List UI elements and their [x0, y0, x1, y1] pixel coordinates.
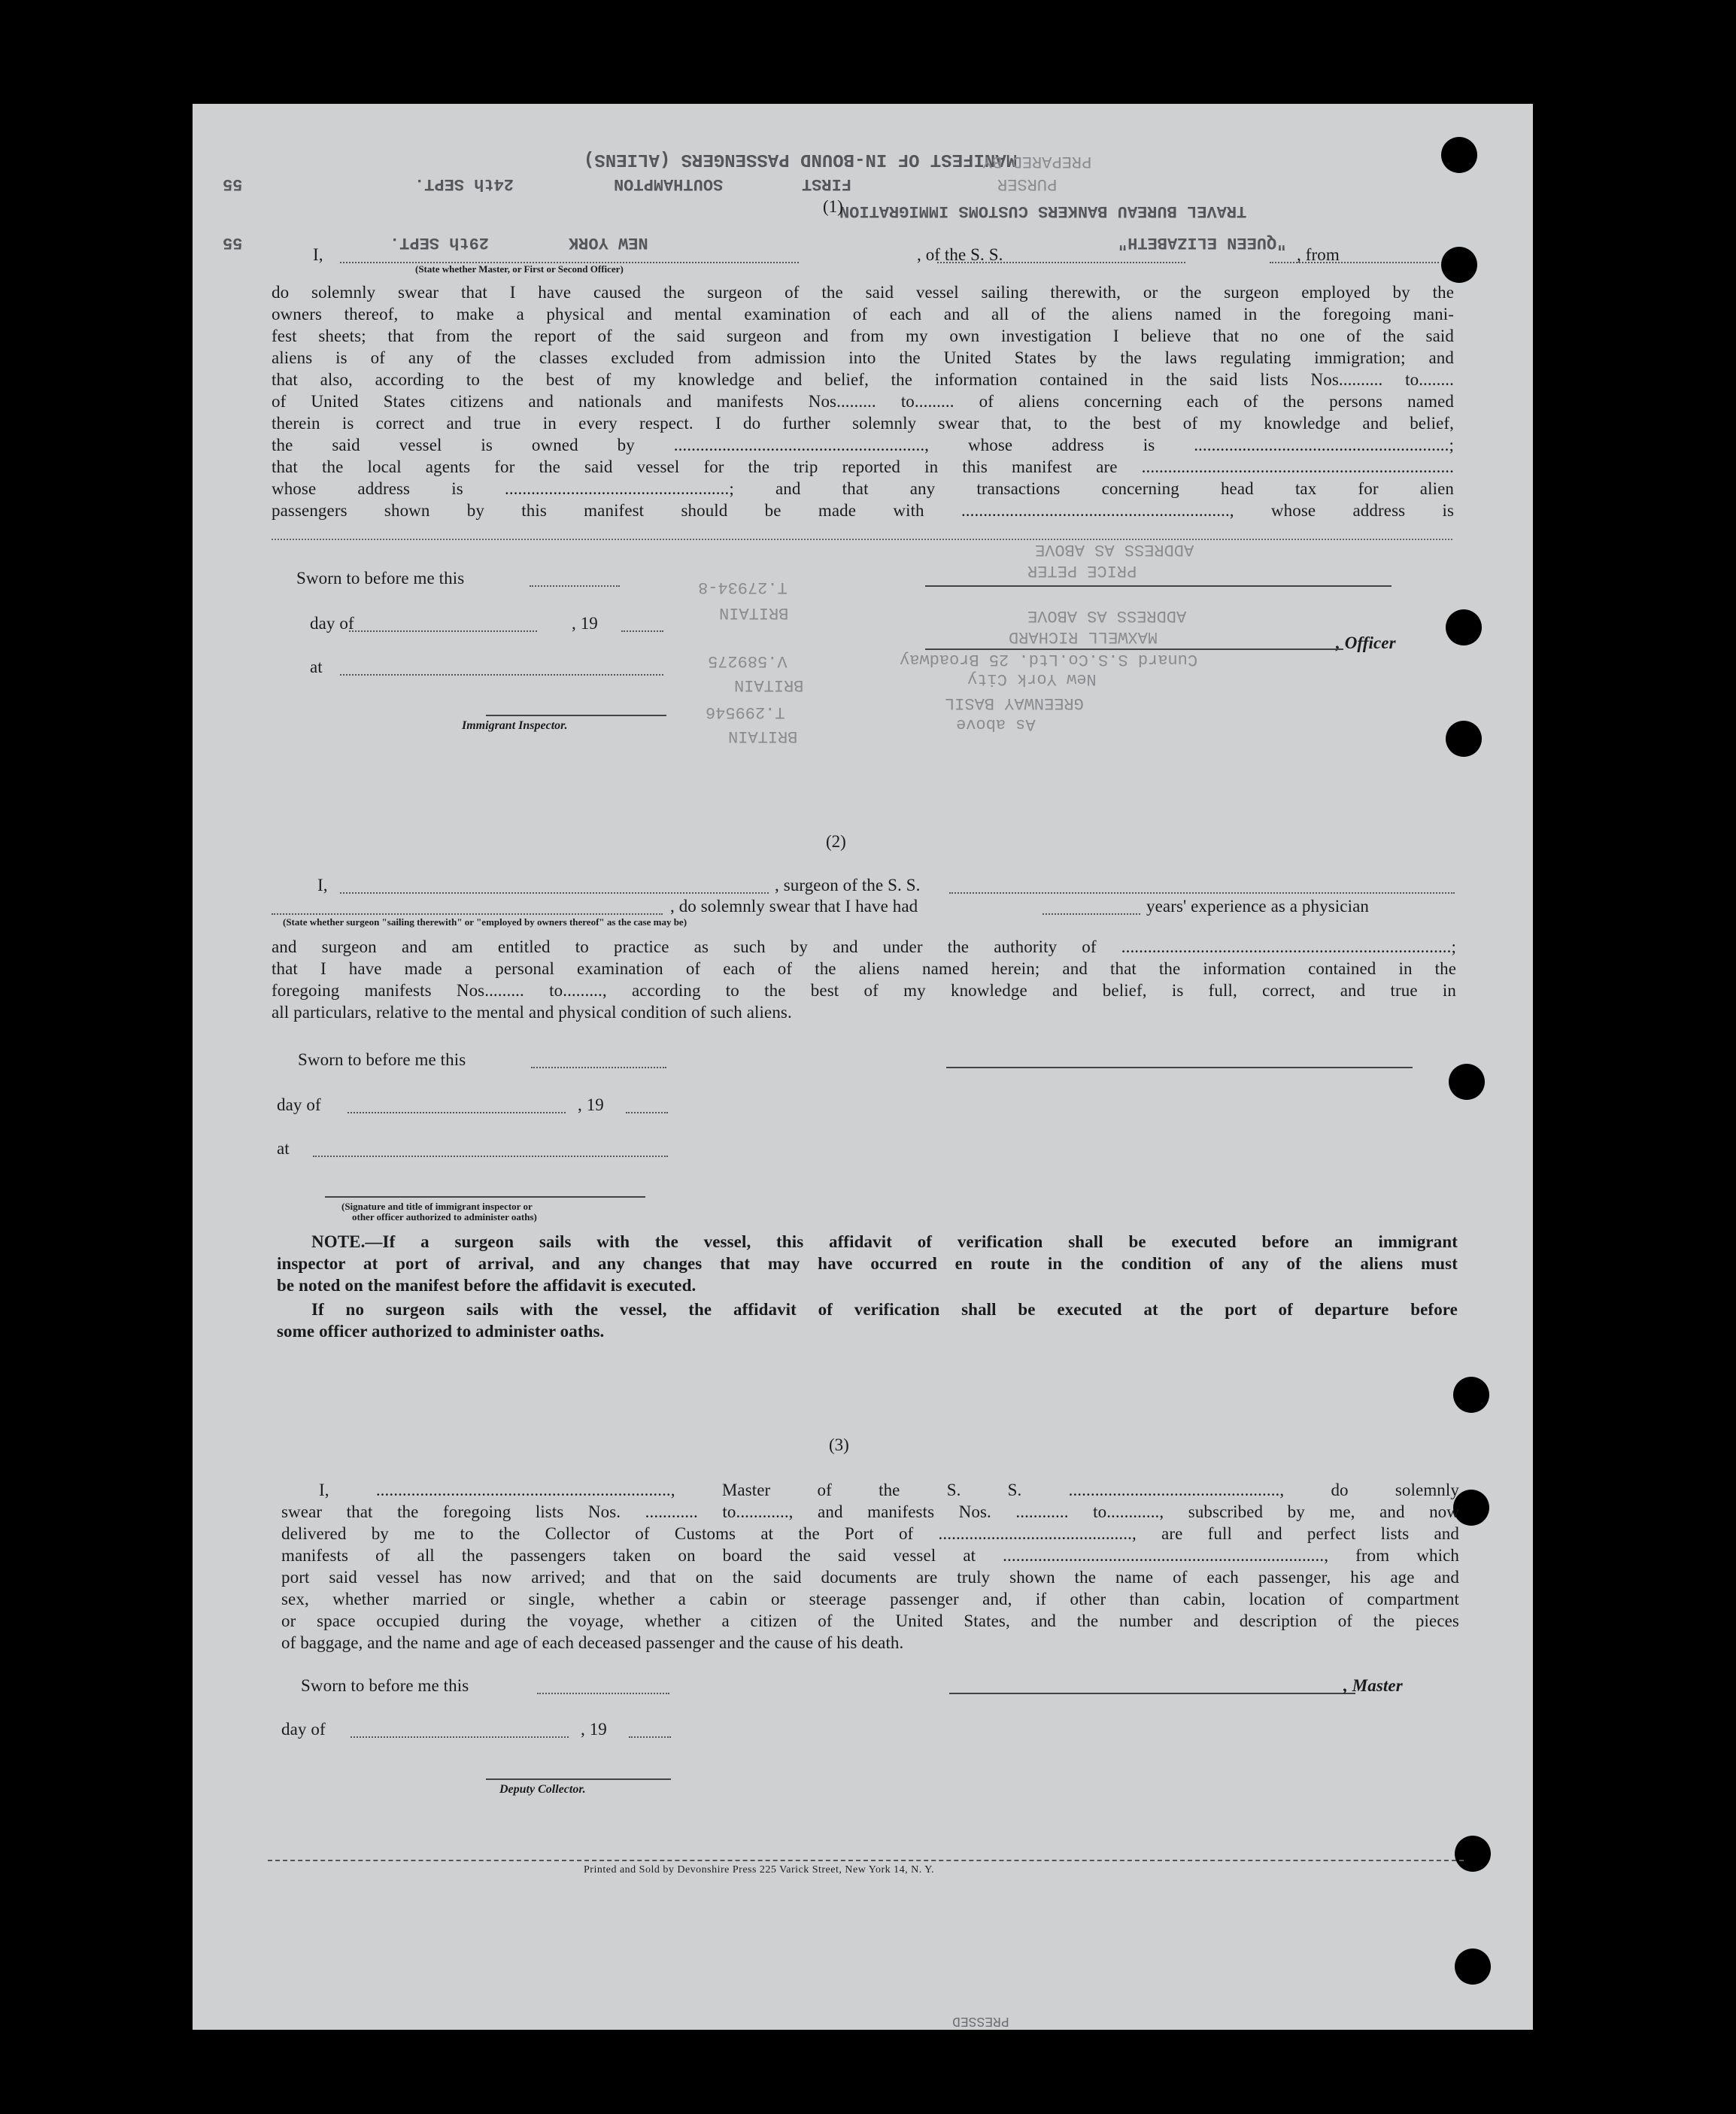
s2-years-exp: years' experience as a physician [1146, 897, 1369, 916]
s3-day-of-label: day of [281, 1720, 326, 1739]
oath-caption: (State whether Master, or First or Second Officer) [415, 263, 624, 275]
s1-line: that also, according to the best of my knowledge and belief, the information contained in the said lists Nos.......... to........ [272, 370, 1454, 389]
note-line: inspector at port of arrival, and any changes that may have occurred en route in the condition of any of the aliens must [277, 1254, 1458, 1273]
punch-hole [1453, 1377, 1489, 1413]
s1-year-label: , 19 [572, 614, 598, 633]
oath-of-ss: , of the S. S. [917, 245, 1003, 264]
reversed-header-num2: 55 [223, 233, 243, 252]
reversed-header-dest: NEW YORK [569, 233, 648, 252]
s1-line: aliens is of any of the classes excluded from admission into the United States by the laws regulating immigration; and [272, 348, 1454, 367]
punch-hole [1446, 609, 1482, 645]
s1-line: do solemnly swear that I have caused the surgeon of the said vessel sailing therewith, or the surgeon employed by the [272, 283, 1454, 302]
reversed-entry: BRITAIN [728, 727, 798, 746]
s1-at-label: at [310, 658, 323, 676]
reversed-entry: ADDRESS AS ABOVE [1035, 540, 1194, 559]
reversed-entry: ADDRESS AS ABOVE [1027, 606, 1187, 625]
punch-hole [1441, 137, 1477, 173]
reversed-entry: New York City [967, 670, 1097, 688]
reversed-entry: BRITAIN [734, 676, 804, 694]
s2-day-of-label: day of [277, 1095, 321, 1114]
s2-line: and surgeon and am entitled to practice as such by and under the authority of ...........................................................................; [272, 937, 1456, 956]
s3-line: manifests of all the passengers taken on board the said vessel at ........................................................................., from which [281, 1546, 1459, 1565]
s3-line: port said vessel has now arrived; and that on the said documents are truly shown the name of each passenger, his age and [281, 1568, 1459, 1587]
s1-inspector-caption: Immigrant Inspector. [462, 719, 568, 732]
s3-line: sex, whether married or single, whether a cabin or steerage passenger and, if other than cabin, location of compartment [281, 1590, 1459, 1608]
s1-line: owners thereof, to make a physical and mental examination of each and all of the aliens named in the foregoing mani- [272, 305, 1454, 323]
manifest-page [193, 104, 1533, 2030]
s3-sworn-label: Sworn to before me this [301, 1676, 469, 1695]
s1-line: fest sheets; that from the report of the said surgeon and from my own investigation I believe that no one of the said [272, 327, 1454, 345]
s2-i: I, [317, 876, 328, 895]
note-line: be noted on the manifest before the affidavit is executed. [277, 1276, 697, 1295]
s3-deputy-caption: Deputy Collector. [499, 1783, 586, 1796]
reversed-agencies: TRAVEL BUREAU BANKERS CUSTOMS IMMIGRATION [839, 202, 1247, 220]
bottom-stamp: PRESSED [952, 2013, 1009, 2028]
s1-line: of United States citizens and nationals and manifests Nos......... to......... of aliens concerning each of the persons named [272, 392, 1454, 411]
note-line: If no surgeon sails with the vessel, the affidavit of verification shall be executed at the port of departure before [311, 1300, 1458, 1319]
reversed-header-num: 55 [223, 175, 243, 193]
s1-line: passengers shown by this manifest should be made with ............................................................., whose address is [272, 501, 1454, 520]
s3-line: swear that the foregoing lists Nos. ............ to............, and manifests Nos. ............ to............, subscribed by me, and now [281, 1502, 1459, 1521]
reversed-purser: PURSER [997, 175, 1058, 193]
punch-hole [1455, 1948, 1491, 1985]
s3-line: I, ..................................................................., Master of the S. S. ................................................, do solemnly [319, 1481, 1459, 1499]
s1-sworn-label: Sworn to before me this [296, 569, 465, 588]
reversed-header-port: SOUTHAMPTON [614, 175, 724, 193]
punch-hole [1441, 247, 1477, 283]
punch-hole [1455, 1836, 1491, 1872]
reversed-ship-name: "QUEEN ELIZABETH" [1118, 233, 1287, 252]
reversed-header-date2: 29th SEPT. [390, 233, 490, 252]
section-1-number: (1) [823, 197, 843, 216]
note-line: some officer authorized to administer oaths. [277, 1322, 605, 1341]
s2-caption-2a: (Signature and title of immigrant inspector or [341, 1201, 533, 1212]
oath-i: I, [313, 245, 323, 264]
reversed-entry: GREENWAY BASIL [945, 694, 1084, 712]
s2-solemnly: , do solemnly swear that I have had [670, 897, 918, 916]
reversed-entry: BRITAIN [719, 603, 789, 622]
s1-day-of-label: day of [310, 614, 354, 633]
reversed-entry: PRICE PETER [1027, 561, 1137, 580]
oath-from: , from [1297, 245, 1340, 264]
reversed-entry: V.589275 [708, 652, 788, 670]
reversed-prepared-by: PREPARED BY [982, 152, 1092, 171]
reversed-header-class: FIRST [802, 175, 852, 193]
s3-line: or space occupied during the voyage, whether a citizen of the United States, and the number and description of the pieces [281, 1611, 1459, 1630]
s3-line: delivered by me to the Collector of Customs at the Port of ............................................, are full and perfect lists and [281, 1524, 1459, 1543]
s2-at-label: at [277, 1139, 290, 1158]
s1-line: the said vessel is owned by ........................................................., whose address is ..........................................................; [272, 436, 1454, 454]
s2-line: all particulars, relative to the mental and physical condition of such aliens. [272, 1003, 792, 1022]
s1-line: therein is correct and true in every respect. I do further solemnly swear that, to the best of my knowledge and belief, [272, 414, 1454, 433]
s2-year-label: , 19 [578, 1095, 604, 1114]
section-2-number: (2) [826, 832, 846, 851]
footer-printer: Printed and Sold by Devonshire Press 225 Varick Street, New York 14, N. Y. [584, 1864, 935, 1876]
reversed-entry: T.299546 [706, 703, 785, 721]
reversed-header-date: 24th SEPT. [414, 175, 514, 193]
reversed-entry: Cunard S.S.Co.Ltd. 25 Broadway [900, 650, 1198, 669]
s2-surgeon-of-ss: , surgeon of the S. S. [775, 876, 921, 895]
s2-sworn-label: Sworn to before me this [298, 1050, 466, 1069]
punch-hole [1446, 721, 1482, 757]
s3-year-label: , 19 [581, 1720, 607, 1739]
s2-caption: (State whether surgeon "sailing therewith" or "employed by owners thereof" as the case may be) [283, 916, 687, 928]
note-line: NOTE.—If a surgeon sails with the vessel, this affidavit of verification shall be executed before an immigrant [311, 1232, 1458, 1251]
s2-line: that I have made a personal examination of each of the aliens named herein; and that the information contained in the [272, 959, 1456, 978]
reversed-header-title: MANIFEST OF IN-BOUND PASSENGERS (ALIENS) [584, 149, 1018, 169]
reversed-entry: T.27934-8 [698, 578, 788, 597]
s2-line: foregoing manifests Nos......... to........., according to the best of my knowledge and belief, is full, correct, and true in [272, 981, 1456, 1000]
reversed-entry: MAXWELL RICHARD [1009, 627, 1158, 646]
s1-line: whose address is ...................................................; and that any transactions concerning head tax for alien [272, 479, 1454, 498]
section-3-number: (3) [829, 1435, 849, 1454]
s1-line: that the local agents for the said vessel for the trip reported in this manifest are ....................................................................... [272, 457, 1454, 476]
punch-hole [1449, 1064, 1485, 1100]
s2-caption-2b: other officer authorized to administer oaths) [352, 1211, 537, 1223]
s3-line: of baggage, and the name and age of each deceased passenger and the cause of his death. [281, 1633, 904, 1652]
s3-master-label: , Master [1343, 1676, 1403, 1695]
s1-officer-label: , Officer [1336, 633, 1396, 652]
reversed-entry: As above [956, 715, 1036, 734]
